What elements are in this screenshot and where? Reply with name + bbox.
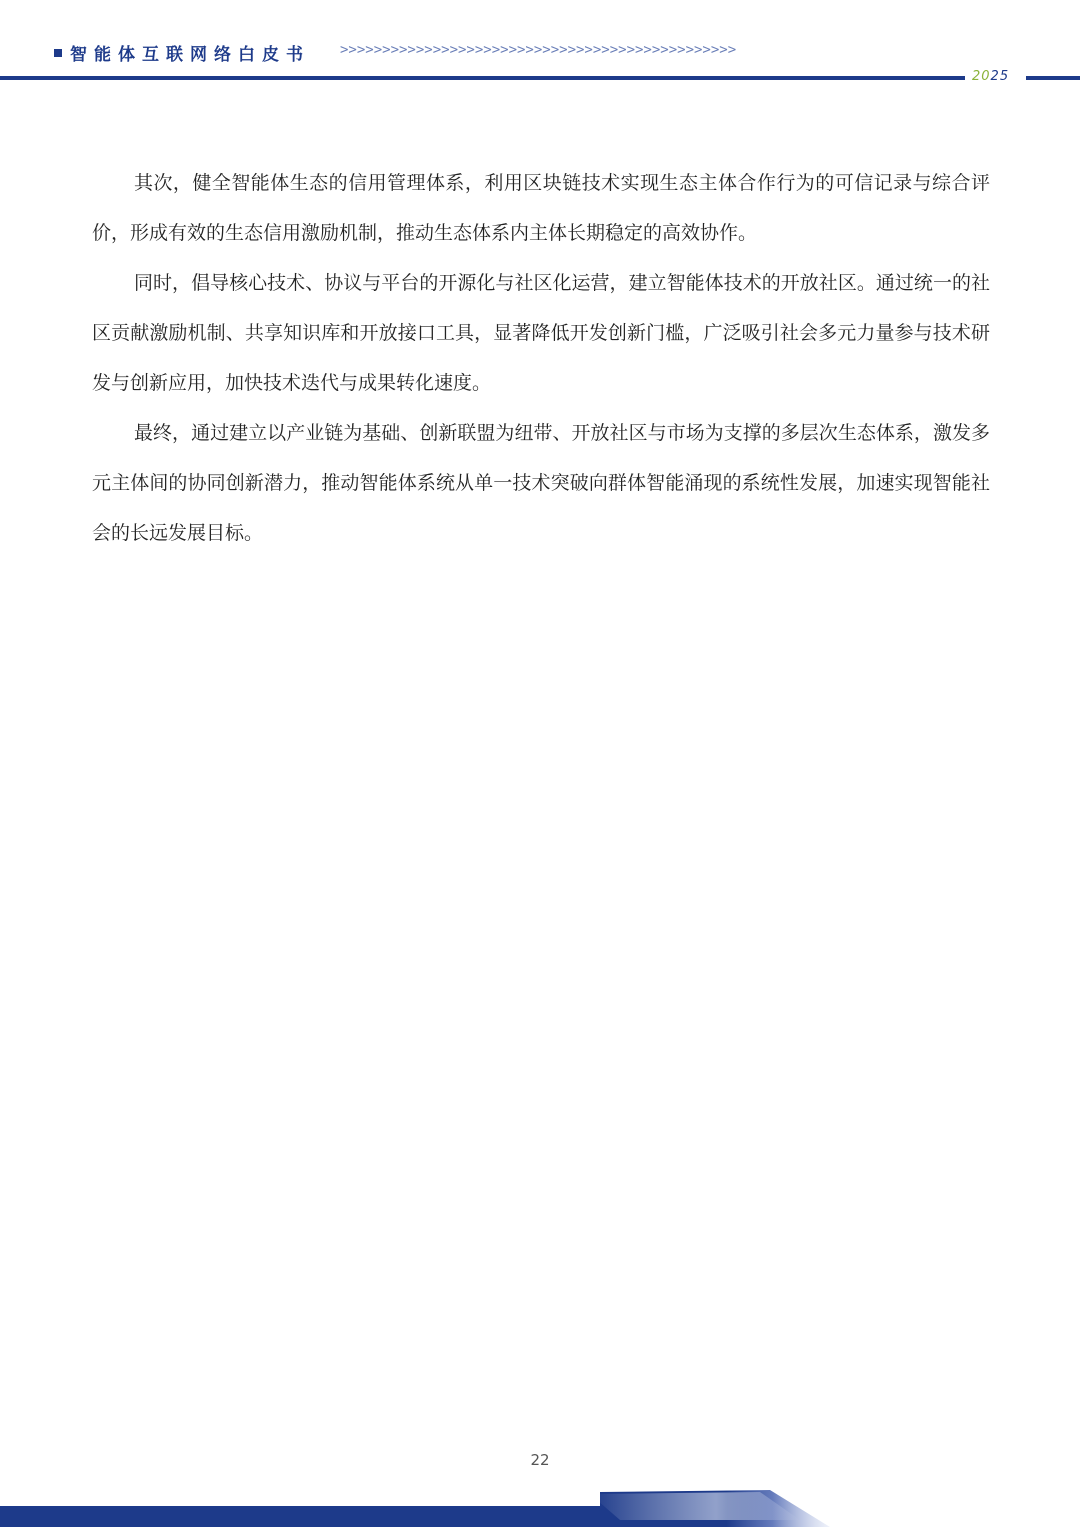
document-title: 智能体互联网络白皮书	[70, 45, 310, 65]
paragraph-3: 最终，通过建立以产业链为基础、创新联盟为纽带、开放社区与市场为支撑的多层次生态体系，激发多元主体间的协同创新潜力，推动智能体系统从单一技术突破向群体智能涌现的系统性发展，加速实现智能社会的长远发展目标。	[92, 422, 990, 544]
footer-decorative-band	[0, 1480, 1080, 1527]
header-chevron-decoration: >>>>>>>>>>>>>>>>>>>>>>>>>>>>>>>>>>>>>>>>>>>>>>>	[340, 42, 737, 58]
header-rule-right	[1026, 76, 1080, 80]
paragraph-1: 其次，健全智能体生态的信用管理体系，利用区块链技术实现生态主体合作行为的可信记录与综合评价，形成有效的生态信用激励机制，推动生态体系内主体长期稳定的高效协作。	[92, 172, 990, 244]
page-header	[0, 0, 1080, 100]
header-year	[972, 69, 1009, 84]
header-rule-left	[0, 76, 965, 80]
page-number: 22	[530, 1451, 550, 1469]
year-part-1: 20	[972, 69, 991, 84]
year-part-2: 25	[990, 69, 1010, 84]
paragraph-2: 同时，倡导核心技术、协议与平台的开源化与社区化运营，建立智能体技术的开放社区。通过统一的社区贡献激励机制、共享知识库和开放接口工具，显著降低开发创新门槛，广泛吸引社会多元力量参与技术研发与创新应用，加快技术迭代与成果转化速度。	[92, 272, 990, 394]
header-bullet-square	[54, 49, 62, 57]
body-content	[92, 158, 990, 558]
